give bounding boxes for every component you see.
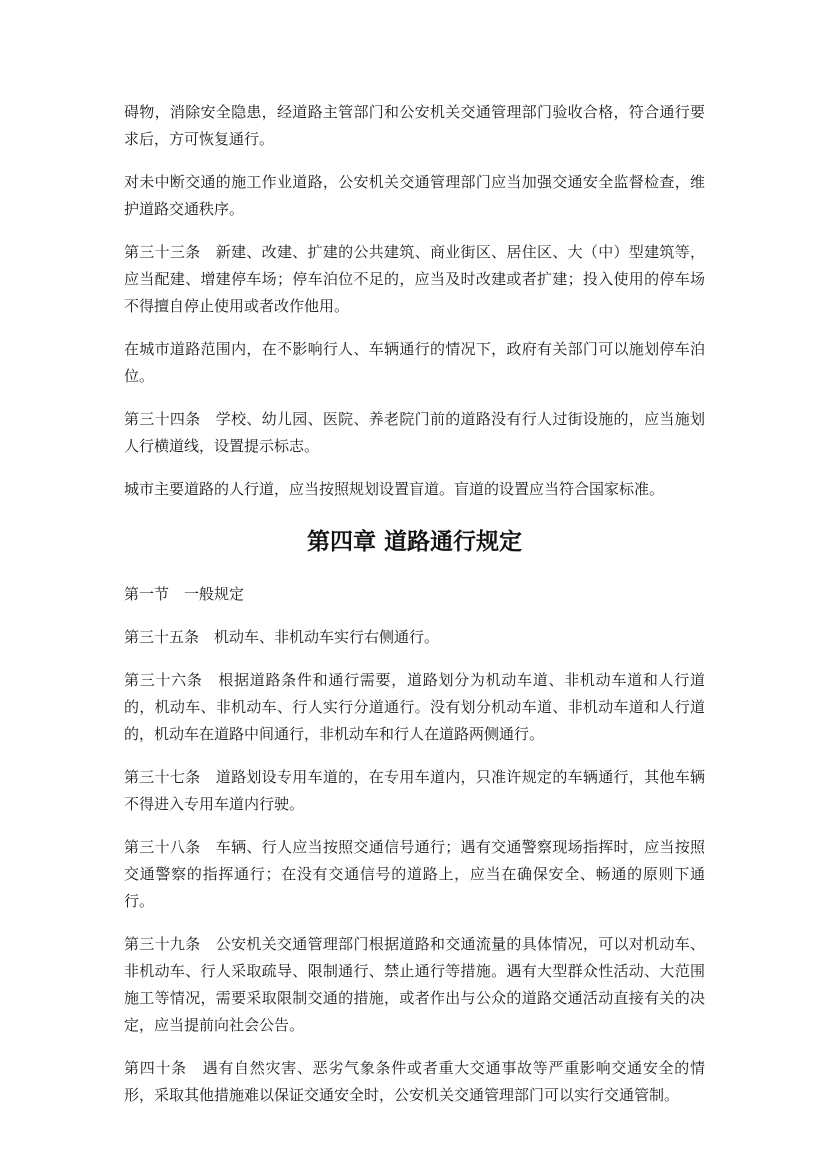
paragraph-blind-paths: 城市主要道路的人行道，应当按照规划设置盲道。盲道的设置应当符合国家标准。 xyxy=(124,480,665,498)
section-1-heading: 第一节 一般规定 xyxy=(124,585,245,603)
article-36-paragraph: 第三十六条 根据道路条件和通行需要，道路划分为机动车道、非机动车道和人行道的，机动车、非机动车、行人实行分道通行。没有划分机动车道、非机动车道和人行道的，机动车在道路中间通行，非机动车和行人在道路两侧通行。 xyxy=(124,671,705,743)
article-40-paragraph: 第四十条 遇有自然灾害、恶劣气象条件或者重大交通事故等严重影响交通安全的情形，采取其他措施难以保证交通安全时，公安机关交通管理部门可以实行交通管制。 xyxy=(124,1059,705,1104)
intro-paragraph-continuation: 碍物，消除安全隐患，经道路主管部门和公安机关交通管理部门验收合格，符合通行要求后，方可恢复通行。 xyxy=(124,103,705,148)
article-39-paragraph: 第三十九条 公安机关交通管理部门根据道路和交通流量的具体情况，可以对机动车、非机动车、行人采取疏导、限制通行、禁止通行等措施。遇有大型群众性活动、大范围施工等情况，需要采取限制交通的措施，或者作出与公众的道路交通活动直接有关的决定，应当提前向社会公告。 xyxy=(124,935,705,1034)
article-37-paragraph: 第三十七条 道路划设专用车道的，在专用车道内，只准许规定的车辆通行，其他车辆不得进入专用车道内行驶。 xyxy=(124,768,705,813)
article-38-paragraph: 第三十八条 车辆、行人应当按照交通信号通行；遇有交通警察现场指挥时，应当按照交通警察的指挥通行；在没有交通信号的道路上，应当在确保安全、畅通的原则下通行。 xyxy=(124,838,705,910)
paragraph-parking-spaces: 在城市道路范围内，在不影响行人、车辆通行的情况下，政府有关部门可以施划停车泊位。 xyxy=(124,340,705,385)
paragraph-construction-roads: 对未中断交通的施工作业道路，公安机关交通管理部门应当加强交通安全监督检查，维护道路交通秩序。 xyxy=(124,173,705,218)
article-33-paragraph: 第三十三条 新建、改建、扩建的公共建筑、商业街区、居住区、大（中）型建筑等，应当配建、增建停车场；停车泊位不足的，应当及时改建或者扩建；投入使用的停车场不得擅自停止使用或者改作他用。 xyxy=(124,243,705,315)
chapter-4-heading: 第四章 道路通行规定 xyxy=(306,529,522,555)
article-35-paragraph: 第三十五条 机动车、非机动车实行右侧通行。 xyxy=(124,628,440,646)
article-34-paragraph: 第三十四条 学校、幼儿园、医院、养老院门前的道路没有行人过街设施的，应当施划人行横道线，设置提示标志。 xyxy=(124,410,705,455)
